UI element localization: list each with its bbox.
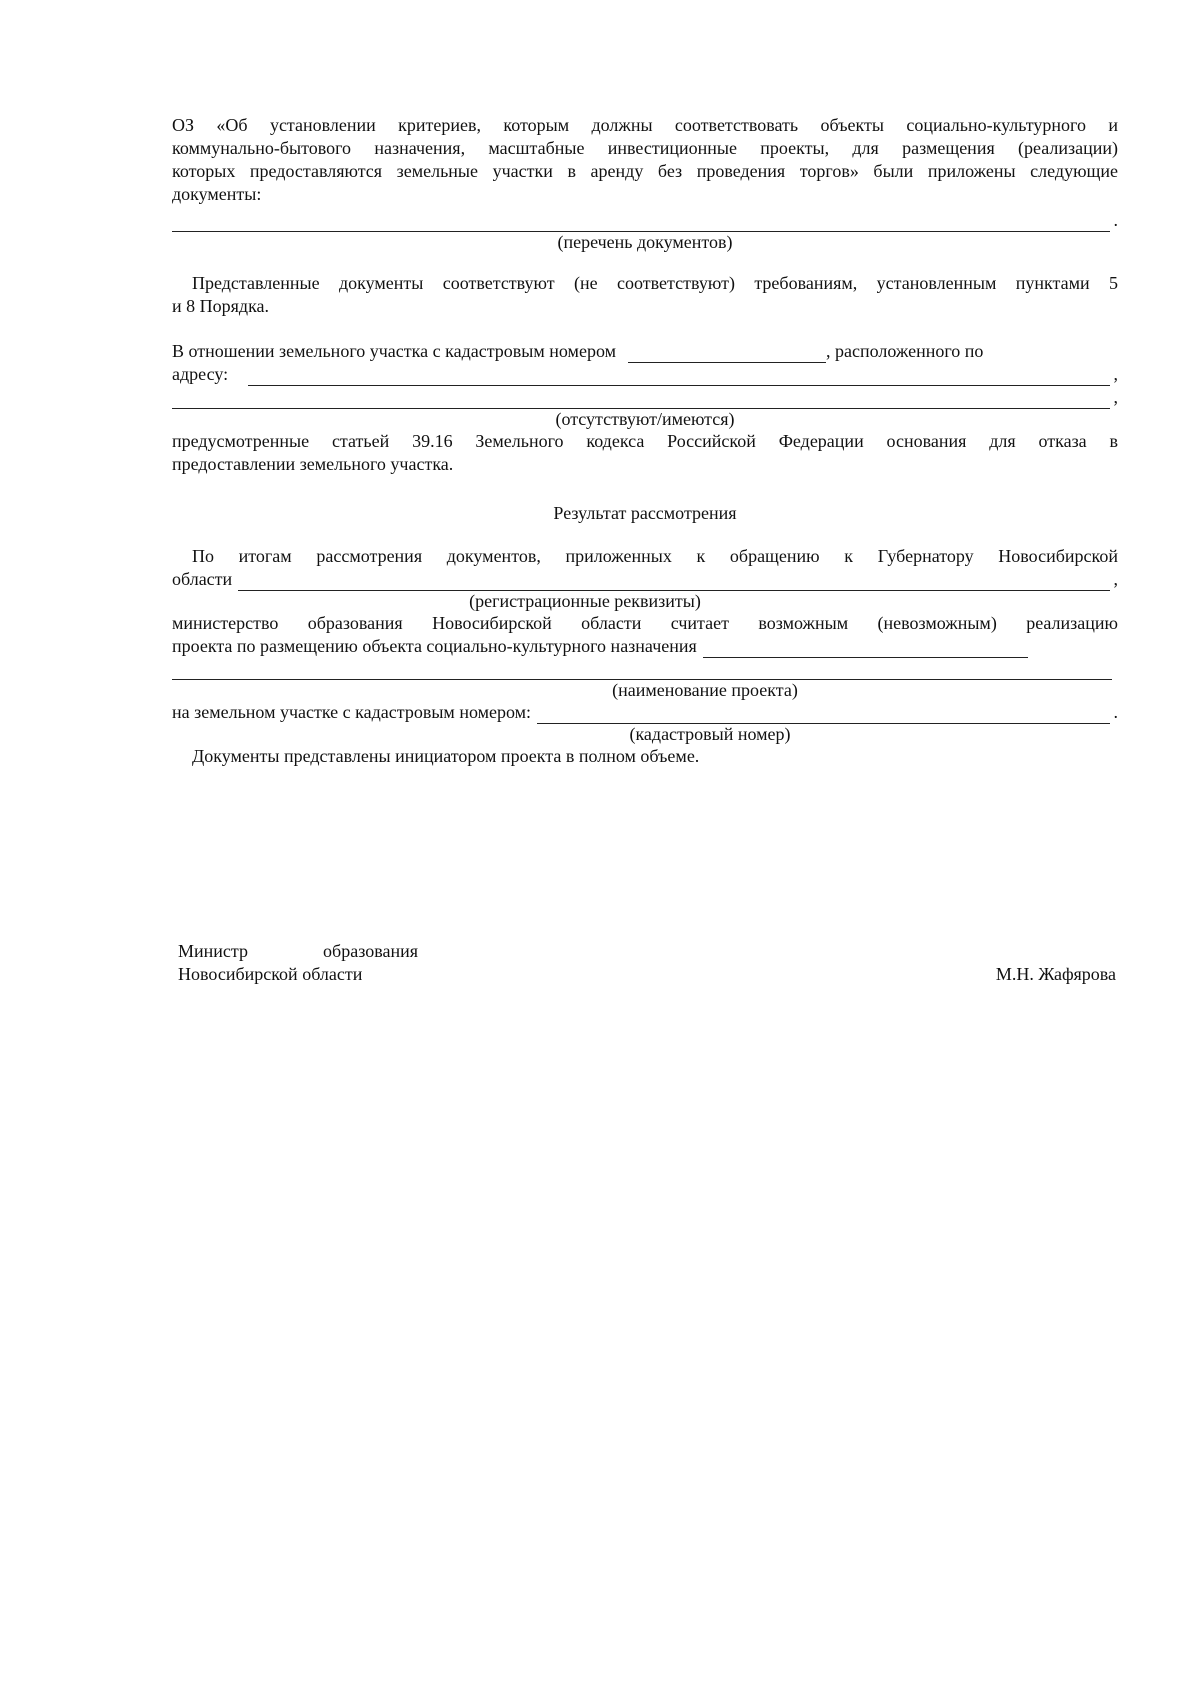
intro-paragraph	[172, 114, 1118, 206]
project-label: проекта по размещению объекта социально-культурного назначения	[172, 636, 697, 656]
compliance-line-1: Представленные документы соответствуют (не соответствуют) требованиям, установленным пунктами 5	[192, 273, 1118, 293]
registration-caption: (регистрационные реквизиты)	[469, 591, 701, 611]
result-line-1: По итогам рассмотрения документов, приложенных к обращению к Губернатору Новосибирской	[192, 546, 1118, 566]
intro-line-1: ОЗ «Об установлении критериев, которым должны соответствовать объекты социально-культурного и	[172, 115, 1118, 135]
project-blank[interactable]	[703, 640, 1028, 658]
region-word: области	[172, 569, 233, 589]
grounds-line-2: предоставлении земельного участка.	[172, 454, 454, 474]
documents-list-field	[172, 209, 1118, 232]
grounds-line: предусмотренные статьей 39.16 Земельного кодекса Российской Федерации основания для отказа в	[172, 431, 1118, 451]
address-continuation-comma: ,	[1113, 387, 1118, 407]
address-label: адресу:	[172, 364, 229, 384]
registration-blank[interactable]	[238, 573, 1109, 591]
project-row	[172, 635, 1118, 658]
result-paragraph	[172, 545, 1118, 768]
compliance-paragraph	[172, 272, 1118, 318]
document-body	[172, 114, 1118, 768]
signatory-title-word-1: Министр	[178, 941, 248, 961]
project-continuation-row	[172, 662, 1118, 680]
intro-line-3: которых предоставляются земельные участки в аренду без проведения торгов» были приложены следующие	[172, 161, 1118, 181]
registration-comma: ,	[1113, 569, 1118, 589]
address-continuation-blank[interactable]	[172, 391, 1110, 409]
cadastral-result-blank[interactable]	[537, 706, 1109, 724]
absent-present-caption: (отсутствуют/имеются)	[555, 409, 735, 429]
cadastral-number-caption: (кадастровый номер)	[629, 724, 791, 744]
address-comma: ,	[1113, 364, 1118, 384]
signatory-title	[178, 940, 418, 986]
intro-line-4: документы:	[172, 184, 262, 204]
result-heading: Результат рассмотрения	[553, 503, 737, 523]
land-plot-paragraph	[172, 340, 1118, 476]
cadastral-label: В отношении земельного участка с кадастровым номером	[172, 341, 616, 361]
cadastral-row	[172, 340, 1118, 363]
documents-list-blank[interactable]	[172, 214, 1110, 232]
signatory-title-line-1	[178, 940, 418, 963]
signatory-title-line-2: Новосибирской области	[178, 964, 363, 984]
registration-row	[172, 568, 1118, 591]
intro-line-2: коммунально-бытового назначения, масштабные инвестиционные проекты, для размещения (реализации)	[172, 138, 1118, 158]
result-line-3: министерство образования Новосибирской области считает возможным (невозможным) реализацию	[172, 613, 1118, 633]
cadastral-result-end-mark: .	[1113, 702, 1118, 722]
result-line-6: Документы представлены инициатором проекта в полном объеме.	[192, 746, 700, 766]
located-label: , расположенного по	[826, 341, 984, 361]
address-row	[172, 363, 1118, 386]
project-name-caption: (наименование проекта)	[612, 680, 798, 700]
signatory-name: М.Н. Жафярова	[995, 964, 1116, 984]
project-continuation-blank[interactable]	[172, 662, 1112, 680]
address-blank[interactable]	[248, 368, 1109, 386]
signature-block	[178, 940, 1116, 990]
address-continuation-row	[172, 386, 1118, 409]
documents-list-caption: (перечень документов)	[557, 232, 733, 252]
compliance-line-2: и 8 Порядка.	[172, 296, 270, 316]
documents-list-end-mark: .	[1113, 210, 1118, 230]
signatory-title-word-2: образования	[323, 941, 418, 961]
cadastral-number-blank[interactable]	[628, 345, 826, 363]
cadastral-result-row	[172, 701, 1118, 724]
cadastral-result-label: на земельном участке с кадастровым номером:	[172, 702, 532, 722]
